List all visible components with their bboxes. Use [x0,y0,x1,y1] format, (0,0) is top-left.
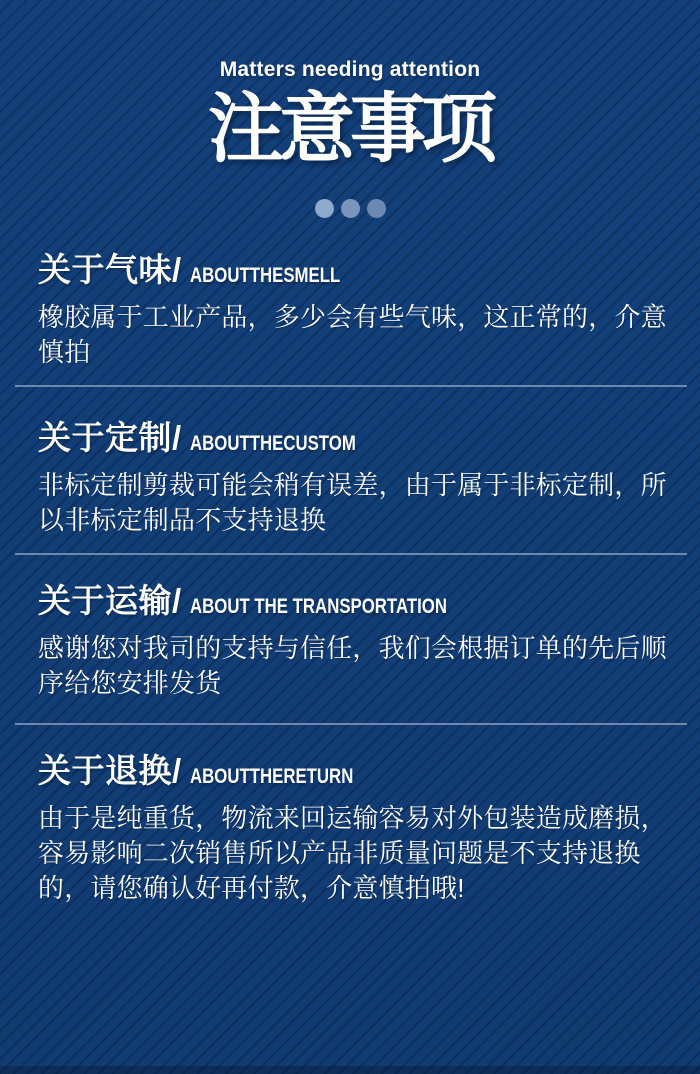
section-smell-title-cn: 关于气味/ [38,251,182,288]
page-title: 注意事项 [208,87,492,172]
carousel-dot-3 [367,199,386,218]
section-custom [38,414,670,538]
carousel-dot-2 [341,199,360,218]
section-return-body: 由于是纯重货，物流来回运输容易对外包装造成磨损，容易影响二次销售所以产品非质量问题是不支持退换的，请您确认好再付款，介意慎拍哦! [38,803,667,903]
section-transportation-heading [38,577,670,621]
section-transportation [38,577,670,701]
section-return [38,747,670,906]
section-custom-title-en: ABOUTTHECUSTOM [189,432,356,455]
section-smell-heading [38,246,670,290]
section-transportation-title-cn: 关于运输/ [38,582,182,619]
section-return-heading [38,747,670,791]
carousel-dots [0,199,700,218]
section-smell [38,246,670,370]
section-custom-heading [38,414,670,458]
divider [15,553,687,555]
section-transportation-body: 感谢您对我司的支持与信任，我们会根据订单的先后顺序给您安排发货 [38,633,667,698]
section-return-title-en: ABOUTTHERETURN [189,765,353,788]
section-smell-body: 橡胶属于工业产品，多少会有些气味，这正常的，介意慎拍 [38,302,667,367]
divider [15,723,687,725]
carousel-dot-1 [315,199,334,218]
header-subtitle-en: Matters needing attention [219,58,481,81]
bottom-edge-strip [0,1066,700,1074]
section-smell-title-en: ABOUTTHESMELL [189,264,340,287]
section-custom-body: 非标定制剪裁可能会稍有误差，由于属于非标定制，所以非标定制品不支持退换 [38,470,667,535]
section-transportation-title-en: ABOUT THE TRANSPORTATION [189,595,447,618]
divider [15,385,687,387]
section-return-title-cn: 关于退换/ [38,752,182,789]
section-custom-title-cn: 关于定制/ [38,419,182,456]
